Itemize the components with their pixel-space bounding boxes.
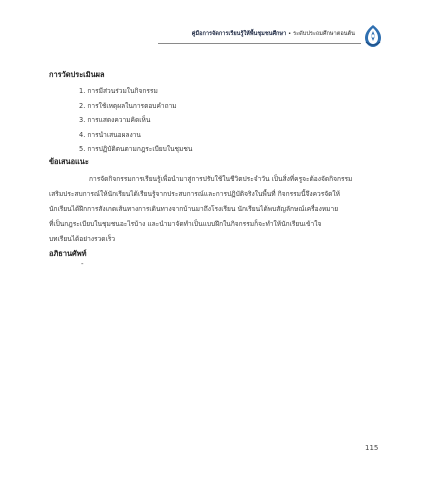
header-divider: [158, 43, 361, 44]
header-text: [192, 30, 355, 38]
list-item: 5. การปฏิบัติตนตามกฎระเบียบในชุมชน: [79, 145, 193, 153]
emblem-logo-icon: [362, 24, 384, 48]
evaluation-list: [79, 84, 192, 157]
paragraph-line: เสริมประสบการณ์ให้นักเรียนได้เรียนรู้จากประสบการณ์และการปฏิบัติจริงในพื้นที่ กิจกรรมนี้จึงควรจัดให้: [49, 190, 340, 198]
header-separator: •: [288, 31, 292, 37]
suggestions-heading: ข้อเสนอแนะ: [49, 157, 89, 166]
glossary-heading: อภิธานศัพท์: [49, 249, 87, 258]
paragraph-line: บทเรียนได้อย่างรวดเร็ว: [49, 235, 116, 243]
paragraph-line: นักเรียนได้ฝึกการสังเกตเส้นทางการเดินทางจากบ้านมาถึงโรงเรียน นักเรียนได้พบสัญลักษณ์เครื่องหมาย: [49, 205, 339, 213]
list-item: 1. การมีส่วนร่วมในกิจกรรม: [79, 87, 158, 95]
header-title: คู่มือการจัดการเรียนรู้ให้พื้นชุมชนศึกษา: [191, 31, 287, 37]
evaluation-heading: การวัดประเมินผล: [49, 70, 105, 79]
page-header: [0, 0, 427, 56]
glossary-content: -: [81, 260, 84, 268]
paragraph-line: ที่เป็นกฎระเบียบในชุมชนอะไรบ้าง และนำมาจัดทำเป็นแบบฝึกในกิจกรรมก็จะทำให้นักเรียนเข้าใจ: [49, 220, 322, 228]
list-item: 4. การนำเสนอผลงาน: [79, 130, 141, 139]
header-subtitle: ระดับประถมศึกษาตอนต้น: [293, 31, 355, 37]
page-number: 115: [365, 444, 379, 452]
suggestions-paragraph: [49, 172, 379, 247]
list-item: 3. การแสดงความคิดเห็น: [79, 116, 151, 124]
paragraph-line: การจัดกิจกรรมการเรียนรู้เพื่อนำมาสู่การปรับใช้ในชีวิตประจำวัน เป็นสิ่งที่ครูจะต้องจัดกิจกรรม: [89, 175, 353, 183]
list-item: 2. การใช้เหตุผลในการตอบคำถาม: [79, 101, 177, 110]
